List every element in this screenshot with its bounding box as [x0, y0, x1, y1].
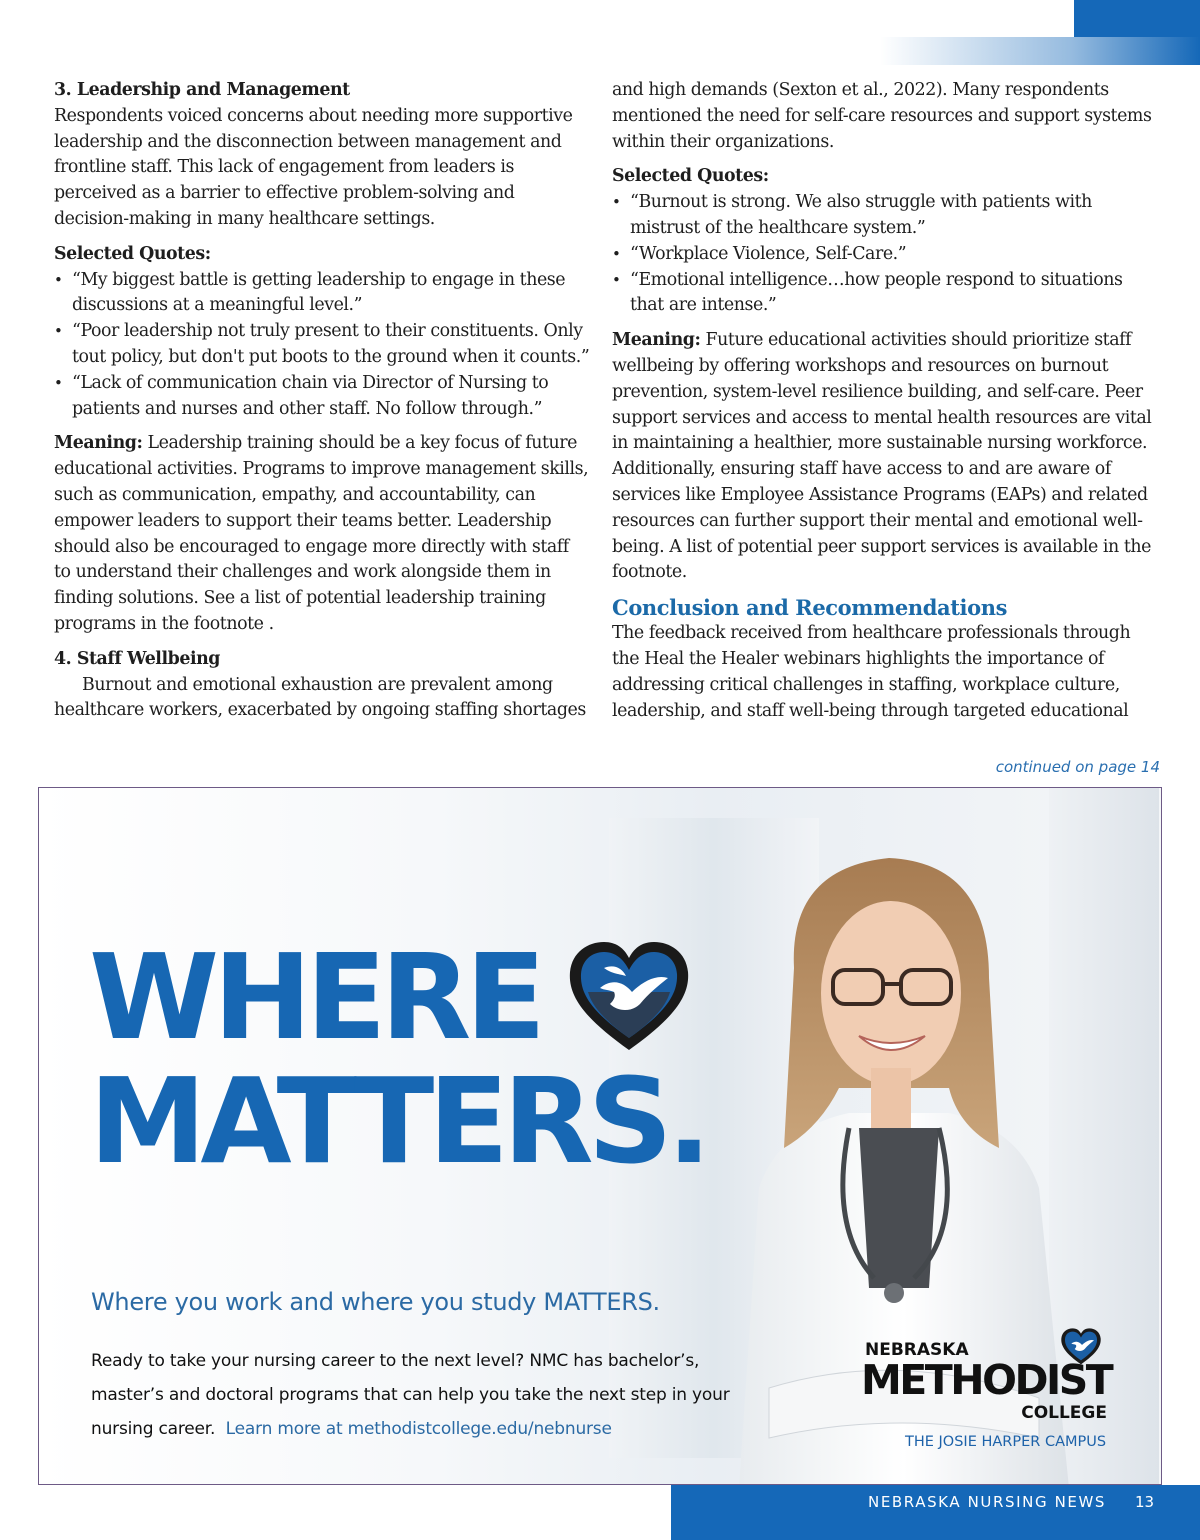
top-accent-bar	[1074, 0, 1200, 37]
leadership-quotes-list	[54, 268, 590, 423]
quote-item: • “Emotional intelligence…how people respond to situations that are intense.”	[612, 268, 1152, 320]
heart-dove-icon	[564, 938, 694, 1058]
logo-college: COLLEGE	[1021, 1403, 1107, 1423]
left-column	[54, 78, 590, 733]
ad-link[interactable]: Learn more at methodistcollege.edu/nebnurse	[225, 1419, 612, 1439]
ad-body-copy	[91, 1344, 751, 1446]
top-accent-gradient	[880, 37, 1200, 65]
ad-body-text: Ready to take your nursing career to the next level? NMC has bachelor’s, master’s and doctoral programs that can help you take the next step in your nursing career.	[91, 1351, 730, 1439]
wellbeing-quotes-label: Selected Quotes:	[612, 166, 769, 187]
quote-item: • “Lack of communication chain via Director of Nursing to patients and nurses and other staff. No follow through.”	[54, 371, 590, 423]
logo-campus: THE JOSIE HARPER CAMPUS	[905, 1434, 1107, 1450]
page-footer	[671, 1485, 1200, 1540]
meaning-label: Meaning:	[54, 433, 143, 454]
logo-methodist: METHODIST	[861, 1356, 1112, 1404]
quote-item: • “My biggest battle is getting leadership to engage in these discussions at a meaningful level.”	[54, 268, 590, 320]
leadership-paragraph: Respondents voiced concerns about needing more supportive leadership and the disconnection between management and frontline staff. This lack of engagement from leaders is perceived as a barrier to effective problem-solving and decision-making in many healthcare settings.	[54, 105, 573, 229]
section-heading-wellbeing: 4. Staff Wellbeing	[54, 648, 221, 669]
meaning-text: Leadership training should be a key focus of future educational activities. Programs to improve management skills, such as communication, empathy, and accountability, can empower leaders to support their teams better. Leadership should also be encouraged to engage more directly with staff to understand their challenges and work alongside them in finding solutions. See a list of potential leadership training programs in the footnote .	[54, 433, 589, 634]
wellbeing-paragraph-end: and high demands (Sexton et al., 2022). Many respondents mentioned the need for self-care resources and support systems within their organizations.	[612, 80, 1152, 152]
logo-nebraska: NEBRASKA	[865, 1340, 969, 1360]
meaning-label: Meaning:	[612, 330, 701, 351]
ad-tagline: Where you work and where you study MATTERS.	[91, 1288, 660, 1316]
college-logo	[861, 1328, 1111, 1478]
conclusion-heading: Conclusion and Recommendations	[612, 595, 1008, 621]
meaning-text: Future educational activities should prioritize staff wellbeing by offering workshops and resources on burnout prevention, system-level resilience building, and self-care. Peer support services and access to mental health resources are vital in maintaining a healthier, more sustainable nursing workforce. Additionally, ensuring staff have access to and are aware of services like Employee Assistance Programs (EAPs) and related resources can further support their mental and emotional well-being. A list of potential peer support services is available in the footnote.	[612, 330, 1152, 583]
leadership-quotes-label: Selected Quotes:	[54, 243, 211, 264]
headline-line-2: MATTERS.	[89, 1052, 706, 1190]
wellbeing-paragraph-start: Burnout and emotional exhaustion are prevalent among healthcare workers, exacerbated by ongoing staffing shortages	[54, 674, 586, 721]
headline-line-1: WHERE	[89, 928, 540, 1066]
right-column	[612, 78, 1152, 733]
wellbeing-quotes-list	[612, 190, 1152, 319]
page-number: 13	[1135, 1493, 1155, 1511]
wellbeing-meaning	[612, 328, 1152, 586]
quote-item: • “Workplace Violence, Self-Care.”	[612, 242, 1152, 268]
quote-item: • “Burnout is strong. We also struggle with patients with mistrust of the healthcare system.”	[612, 190, 1152, 242]
publication-name: NEBRASKA NURSING NEWS	[868, 1493, 1107, 1511]
leadership-meaning	[54, 431, 590, 637]
conclusion-paragraph: The feedback received from healthcare professionals through the Heal the Healer webinars highlights the importance of addressing critical challenges in staffing, workplace culture, leadership, and staff well-being through targeted educational	[612, 623, 1131, 721]
advertisement	[38, 787, 1162, 1485]
section-heading-leadership: 3. Leadership and Management	[54, 80, 350, 100]
continued-link[interactable]: continued on page 14	[995, 758, 1160, 776]
quote-item: • “Poor leadership not truly present to their constituents. Only tout policy, but don't put boots to the ground when it counts.”	[54, 319, 590, 371]
